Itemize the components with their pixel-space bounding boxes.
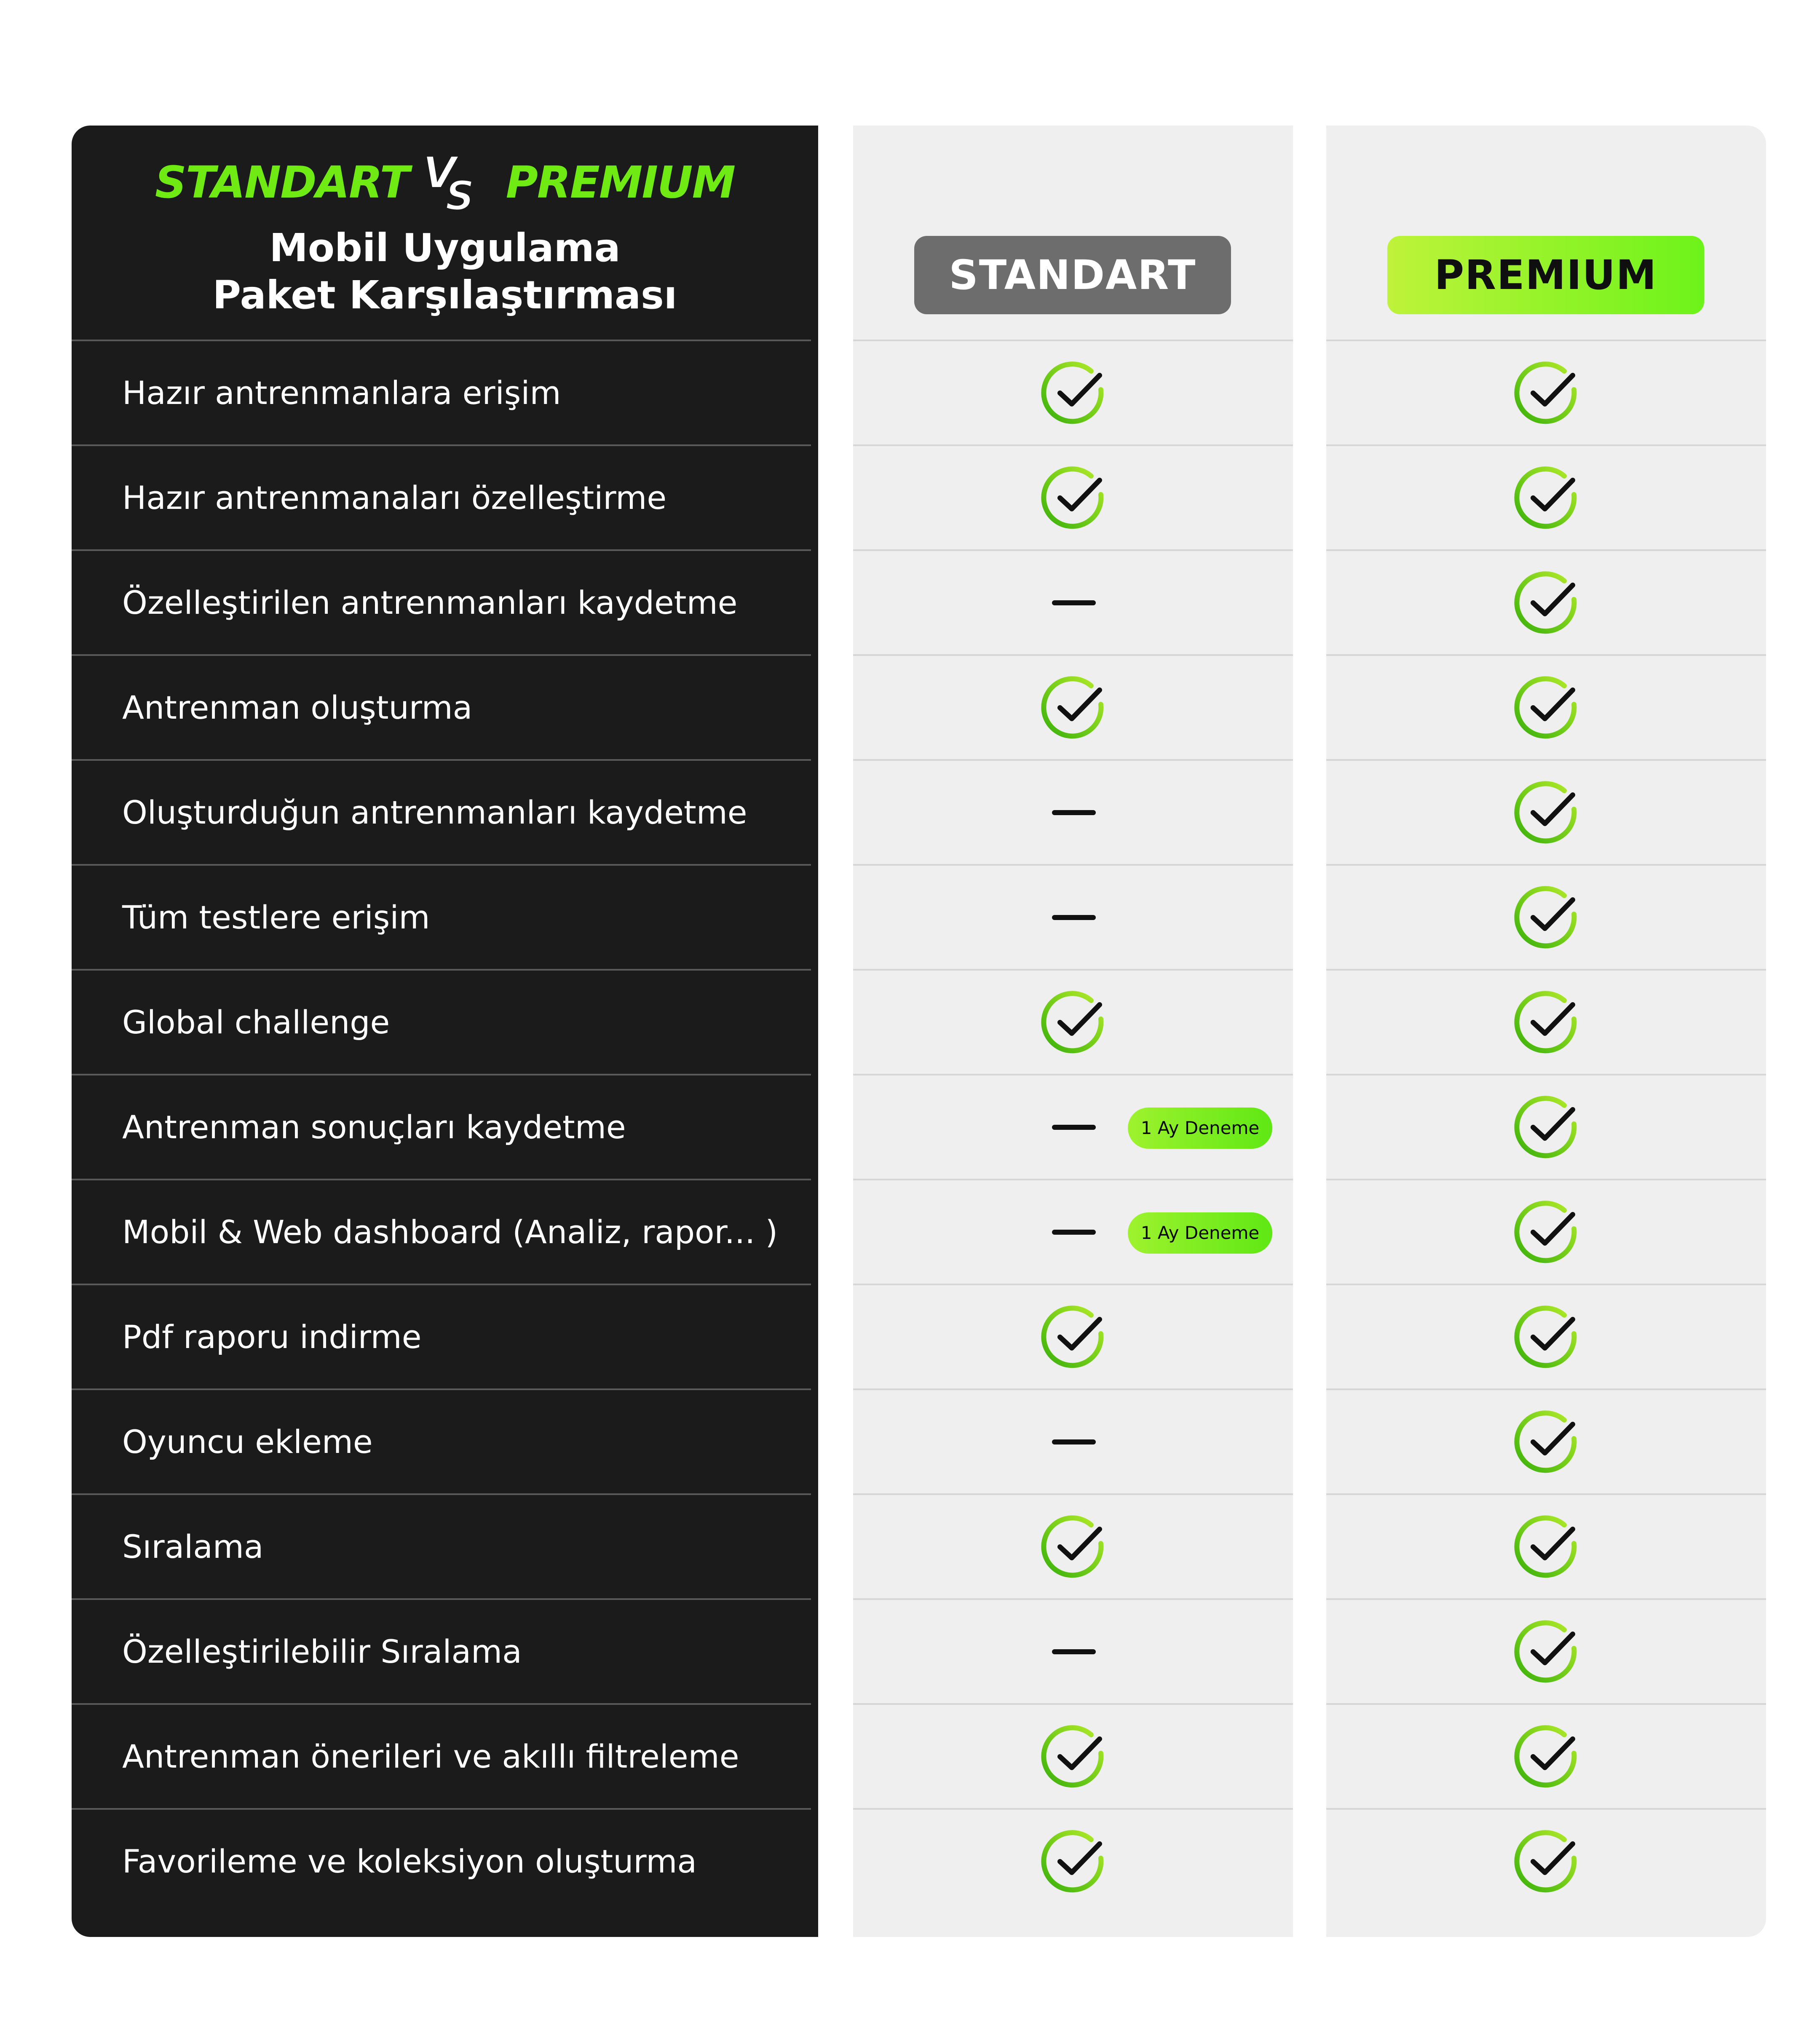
- standart-mark-2: [853, 445, 1293, 550]
- feature-label: Antrenman sonuçları kaydetme: [122, 1108, 626, 1146]
- standart-column: [853, 126, 1293, 1937]
- dash-icon: [1052, 810, 1096, 815]
- feature-label: Antrenman oluşturma: [122, 689, 473, 726]
- vs-logo-icon: [419, 151, 495, 214]
- trial-badge: 1 Ay Deneme: [1128, 1212, 1272, 1254]
- standart-mark-15: [853, 1809, 1293, 1914]
- dash-icon: [1052, 600, 1096, 605]
- premium-column: [1326, 126, 1766, 1937]
- standart-mark-12: [853, 1494, 1293, 1599]
- standart-mark-4: [853, 655, 1293, 760]
- feature-label: Sıralama: [122, 1528, 264, 1565]
- premium-mark-4: [1326, 655, 1766, 760]
- premium-mark-1: [1326, 340, 1766, 445]
- premium-mark-14: [1326, 1704, 1766, 1809]
- check-icon: [1037, 464, 1109, 532]
- standart-mark-10: [853, 1284, 1293, 1389]
- feature-panel: [72, 126, 818, 1937]
- check-icon: [1510, 989, 1582, 1056]
- standart-mark-11: [853, 1389, 1293, 1494]
- check-icon: [1510, 1408, 1582, 1476]
- check-icon: [1510, 464, 1582, 532]
- premium-mark-7: [1326, 970, 1766, 1075]
- check-icon: [1037, 1723, 1109, 1790]
- title-premium: PREMIUM: [506, 157, 735, 208]
- check-icon: [1510, 1303, 1582, 1371]
- vs-letter-s: S: [445, 172, 475, 214]
- dash-icon: [1052, 1125, 1096, 1130]
- check-icon: [1037, 1828, 1109, 1895]
- feature-label: Oyuncu ekleme: [122, 1423, 373, 1461]
- premium-mark-13: [1326, 1599, 1766, 1704]
- standart-mark-5: [853, 760, 1293, 865]
- subtitle-line-2: Paket Karşılaştırması: [212, 273, 677, 318]
- check-icon: [1510, 1828, 1582, 1895]
- premium-mark-8: [1326, 1075, 1766, 1180]
- dash-icon: [1052, 1230, 1096, 1235]
- feature-label: Oluşturduğun antrenmanları kaydetme: [122, 794, 747, 831]
- premium-mark-10: [1326, 1284, 1766, 1389]
- check-icon: [1037, 359, 1109, 427]
- check-icon: [1510, 1094, 1582, 1161]
- check-icon: [1037, 1513, 1109, 1581]
- feature-label: Favorileme ve koleksiyon oluşturma: [122, 1843, 697, 1880]
- standart-mark-8: [853, 1075, 1293, 1180]
- title-standart: STANDART: [155, 157, 409, 208]
- feature-label: Hazır antrenmanlara erişim: [122, 374, 561, 412]
- feature-label: Pdf raporu indirme: [122, 1318, 422, 1356]
- premium-plan-button[interactable]: PREMIUM: [1387, 236, 1704, 314]
- premium-mark-9: [1326, 1180, 1766, 1284]
- trial-badge: 1 Ay Deneme: [1128, 1107, 1272, 1149]
- standart-mark-13: [853, 1599, 1293, 1704]
- standart-mark-1: [853, 340, 1293, 445]
- standart-mark-14: [853, 1704, 1293, 1809]
- comparison-title: [72, 151, 818, 214]
- check-icon: [1037, 989, 1109, 1056]
- standart-plan-button[interactable]: STANDART: [914, 236, 1231, 314]
- check-icon: [1510, 1198, 1582, 1266]
- feature-label: Özelleştirilebilir Sıralama: [122, 1633, 522, 1670]
- standart-mark-3: [853, 550, 1293, 655]
- standart-mark-9: [853, 1180, 1293, 1284]
- feature-label: Antrenman önerileri ve akıllı filtreleme: [122, 1738, 739, 1775]
- check-icon: [1510, 359, 1582, 427]
- standart-mark-7: [853, 970, 1293, 1075]
- premium-mark-12: [1326, 1494, 1766, 1599]
- premium-mark-6: [1326, 865, 1766, 970]
- check-icon: [1510, 1723, 1582, 1790]
- premium-mark-5: [1326, 760, 1766, 865]
- dash-icon: [1052, 1649, 1096, 1654]
- check-icon: [1510, 779, 1582, 846]
- premium-mark-3: [1326, 550, 1766, 655]
- feature-label: Global challenge: [122, 1003, 390, 1041]
- feature-label: Hazır antrenmanaları özelleştirme: [122, 479, 667, 516]
- check-icon: [1510, 1618, 1582, 1685]
- check-icon: [1510, 674, 1582, 741]
- check-icon: [1510, 1513, 1582, 1581]
- page-subtitle: [72, 225, 818, 319]
- subtitle-line-1: Mobil Uygulama: [269, 225, 621, 270]
- check-icon: [1037, 674, 1109, 741]
- check-icon: [1510, 884, 1582, 951]
- premium-mark-11: [1326, 1389, 1766, 1494]
- premium-mark-2: [1326, 445, 1766, 550]
- check-icon: [1510, 569, 1582, 637]
- premium-mark-15: [1326, 1809, 1766, 1914]
- standart-mark-6: [853, 865, 1293, 970]
- vs-letter-v: V: [423, 151, 457, 198]
- dash-icon: [1052, 915, 1096, 920]
- feature-label: Mobil & Web dashboard (Analiz, rapor... ): [122, 1213, 778, 1251]
- feature-label: Özelleştirilen antrenmanları kaydetme: [122, 584, 738, 621]
- feature-label: Tüm testlere erişim: [122, 899, 430, 936]
- check-icon: [1037, 1303, 1109, 1371]
- dash-icon: [1052, 1439, 1096, 1444]
